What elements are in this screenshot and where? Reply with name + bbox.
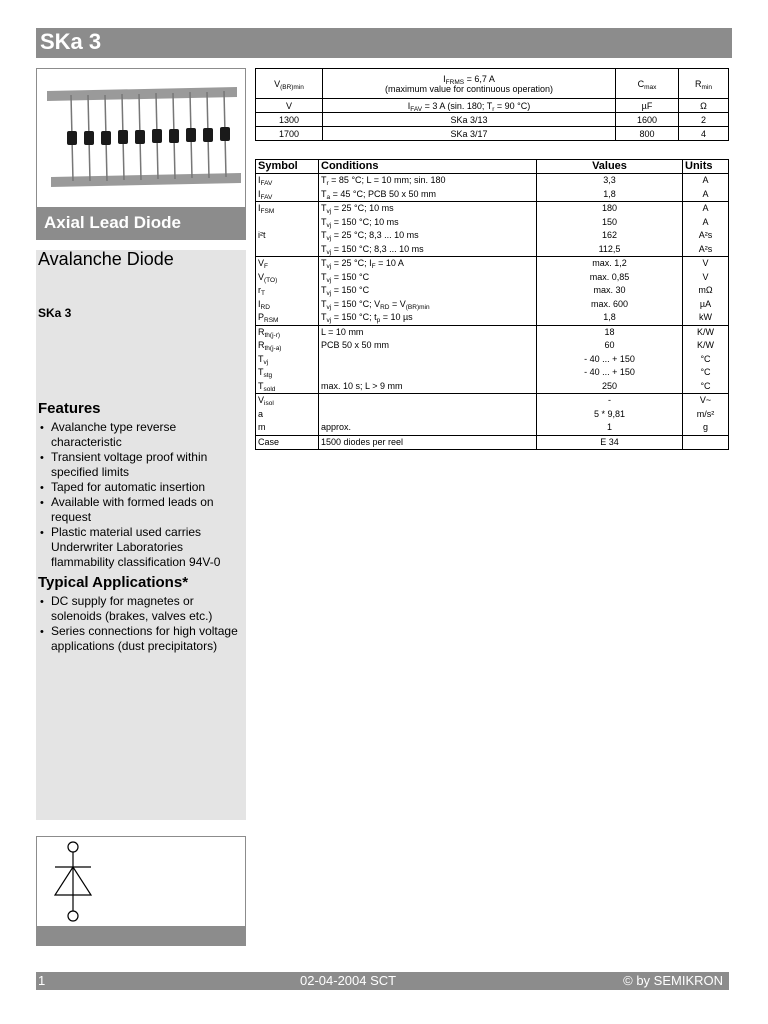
applications-heading: Typical Applications* [38, 574, 189, 591]
header-cmax: $C_{max}$ [616, 69, 679, 99]
table-row: i²t $T_{vj} = 25$ °C; 8,3 ... 10 ms 162 A²s [256, 229, 729, 243]
list-item: • Taped for automatic insertion [38, 480, 238, 495]
table-row: $I_{FSM}$ $T_{vj} = 25$ °C; 10 ms 180 A [256, 202, 729, 216]
table-row: $r_T$ $T_{vj} = 150$ °C max. 30 mΩ [256, 284, 729, 298]
symbol-box-footer [36, 926, 246, 946]
table-row: $T_{vj} = 150$ °C; 8,3 ... 10 ms 112,5 A²s [256, 243, 729, 257]
col-units: Units [683, 160, 729, 174]
footer-date: 02-04-2004 SCT [300, 973, 397, 988]
header-rmin: $R_{min}$ [679, 69, 729, 99]
list-item: • Series connections for high voltage applications (dust precipitators) [38, 624, 238, 654]
list-item: • Plastic material used carries Underwriter Laboratories flammability classification 94V-0 [38, 525, 238, 570]
col-values: Values [537, 160, 683, 174]
header-vbr: $V_{(BR)min}$ [256, 69, 323, 99]
unit-rmin: Ω [679, 99, 729, 113]
table-row: $I_{FAV}$ $T_a = 45$ °C; PCB 50 x 50 mm 1,8 A [256, 188, 729, 202]
table-row: Case 1500 diodes per reel E 34 [256, 435, 729, 450]
list-item: • Transient voltage proof within specified limits [38, 450, 238, 480]
part-number: SKa 3 [38, 306, 72, 320]
product-subtitle: Avalanche Diode [38, 249, 174, 269]
unit-cmax: µF [616, 99, 679, 113]
col-symbol: Symbol [256, 160, 319, 174]
table-row: $V_F$ $T_{vj} = 25$ °C; $I_F = 10$ A max. 1,2 V [256, 257, 729, 271]
features-heading: Features [38, 400, 101, 417]
diode-symbol-icon [37, 837, 245, 927]
table-row: $T_{stg}$ - 40 ... + 150 °C [256, 366, 729, 380]
characteristics-table [255, 159, 729, 450]
table-row: $P_{RSM}$ $T_{vj} = 150$ °C; $t_p = 10$ µs 1,8 kW [256, 311, 729, 325]
header-ifrms: $I_{FRMS} = 6,7$ A (maximum value for continuous operation) [323, 69, 616, 99]
photo-caption-bar [36, 207, 246, 240]
page-title: SKa 3 [40, 29, 102, 54]
table-row: $T_{sold}$ max. 10 s; L > 9 mm 250 °C [256, 380, 729, 394]
table-row: 1700 SKa 3/17 800 4 [256, 127, 729, 141]
table-row: a 5 * 9,81 m/s² [256, 408, 729, 422]
applications-list [38, 594, 238, 654]
title-bar [36, 28, 732, 58]
list-item: • DC supply for magnetes or solenoids (brakes, valves etc.) [38, 594, 238, 624]
list-item: • Available with formed leads on request [38, 495, 238, 525]
footer-copyright: © by SEMIKRON [623, 973, 723, 988]
list-item: • Avalanche type reverse characteristic [38, 420, 238, 450]
page-footer [36, 972, 729, 990]
type-table [255, 68, 729, 141]
unit-ifav: $I_{FAV} = 3$ A (sin. 180; $T_r = 90$ °C) [323, 99, 616, 113]
table-row: $V_{(TO)}$ $T_{vj} = 150$ °C max. 0,85 V [256, 271, 729, 285]
table-row: 1300 SKa 3/13 1600 2 [256, 113, 729, 127]
unit-vbr: V [256, 99, 323, 113]
product-caption: Axial Lead Diode [44, 213, 181, 232]
features-list [38, 420, 238, 570]
page-number: 1 [38, 973, 46, 988]
col-conditions: Conditions [319, 160, 537, 174]
table-row: $T_{vj}$ - 40 ... + 150 °C [256, 353, 729, 367]
table-row: $T_{vj} = 150$ °C; 10 ms 150 A [256, 216, 729, 230]
table-row: $I_{RD}$ $T_{vj} = 150$ °C; $V_{RD} = V_{(BR)min}$ max. 600 µA [256, 298, 729, 312]
table-row: m approx. 1 g [256, 421, 729, 435]
table-row: $I_{FAV}$ $T_r = 85$ °C; L = 10 mm; sin. 180 3,3 A [256, 174, 729, 188]
table-row: $R_{th(j-r)}$ L = 10 mm 18 K/W [256, 325, 729, 339]
table-row: $R_{th(j-a)}$ PCB 50 x 50 mm 60 K/W [256, 339, 729, 353]
diode-reel-image [37, 69, 245, 209]
table-row: $V_{isol}$ - V~ [256, 394, 729, 408]
